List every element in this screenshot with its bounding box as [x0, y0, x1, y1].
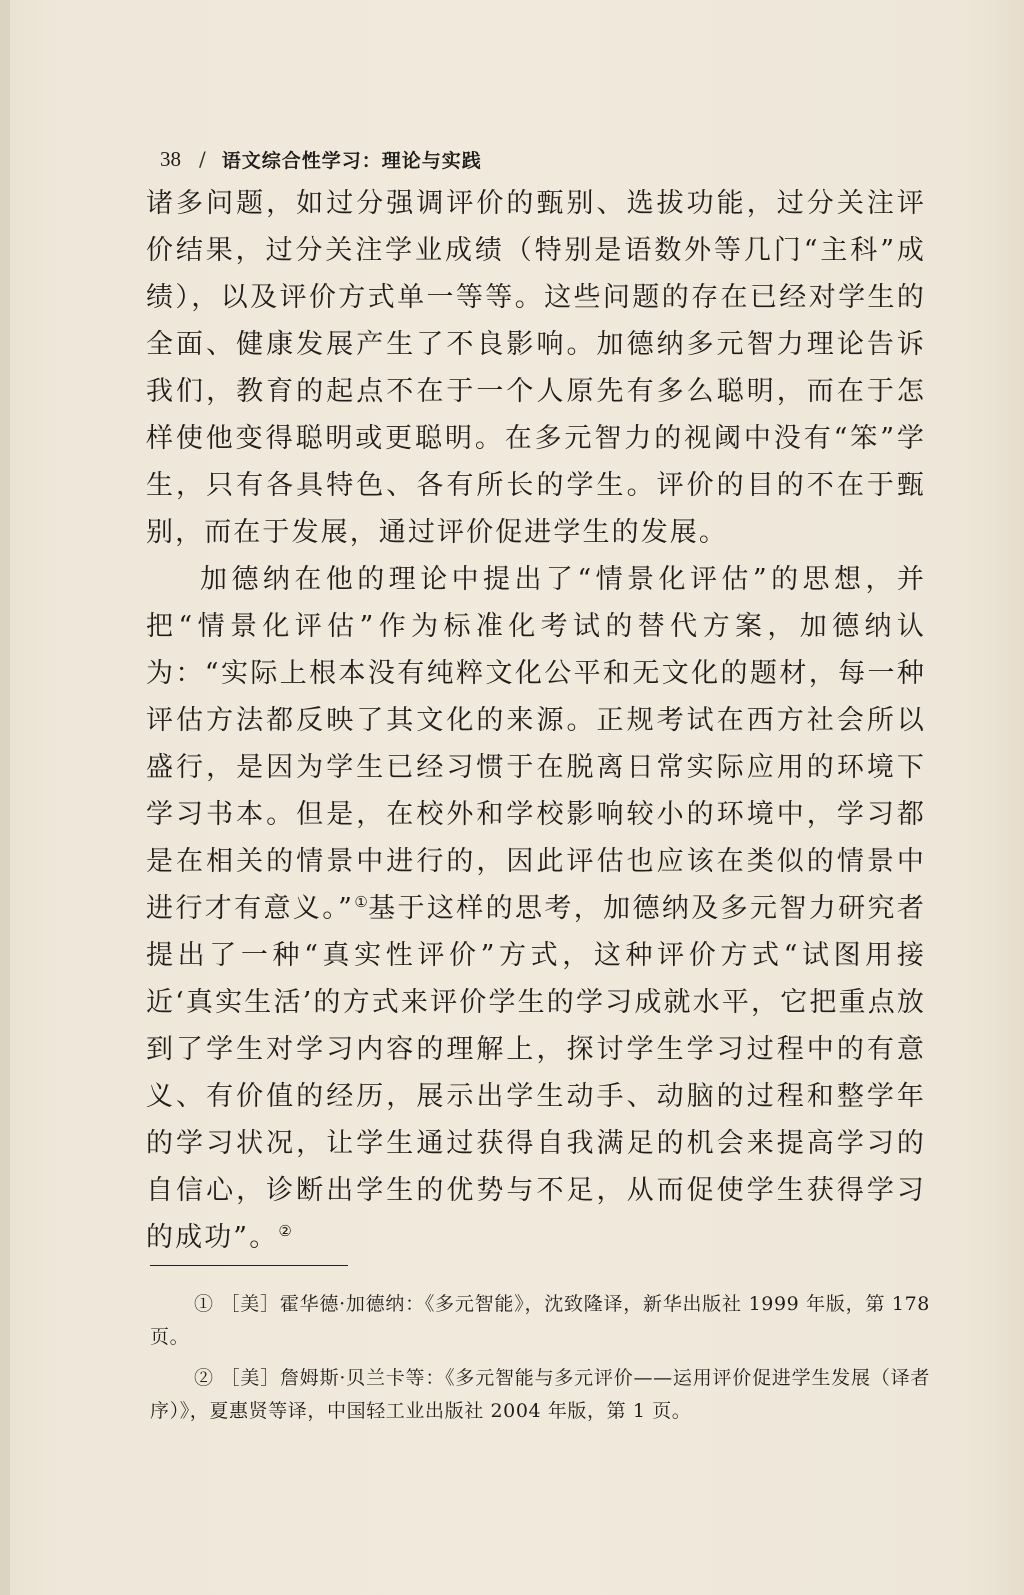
footnote-2: ② ［美］詹姆斯·贝兰卡等：《多元智能与多元评价——运用评价促进学生发展（译者序）》，夏惠贤等译，中国轻工业出版社 2004 年版，第 1 页。: [150, 1367, 930, 1422]
paragraph-2-part-2: 基于这样的思考，加德纳及多元智力研究者提出了一种“真实性评价”方式，这种评价方式“试图用接近‘真实生活’的方式来评价学生的学习成就水平，它把重点放到了学生对学习内容的理解上，探讨学生学习过程中的有意义、有价值的经历，展示出学生动手、动脑的过程和整学年的学习状况，让学生通过获得自我满足的机会来提高学习的自信心，诊断出学生的优势与不足，从而促使学生获得学习的成功”。: [146, 893, 926, 1253]
page-edge: [0, 0, 10, 1595]
footnotes: [150, 1288, 930, 1436]
book-title: 语文综合性学习：理论与实践: [221, 149, 482, 172]
footnote-divider: [150, 1265, 348, 1266]
paragraph-1: 诸多问题，如过分强调评价的甄别、选拔功能，过分关注评价结果，过分关注学业成绩（特别是语数外等几门“主科”成绩），以及评价方式单一等等。这些问题的存在已经对学生的全面、健康发展产生了不良影响。加德纳多元智力理论告诉我们，教育的起点不在于一个人原先有多么聪明，而在于怎样使他变得聪明或更聪明。在多元智力的视阈中没有“笨”学生，只有各具特色、各有所长的学生。评价的目的不在于甄别，而在于发展，通过评价促进学生的发展。: [146, 188, 926, 548]
footnote-ref-2[interactable]: ②: [278, 1222, 292, 1240]
footnote-1: ① ［美］霍华德·加德纳：《多元智能》，沈致隆译，新华出版社 1999 年版，第 178 页。: [150, 1293, 930, 1348]
paragraph-2-part-1: 加德纳在他的理论中提出了“情景化评估”的思想，并把“情景化评估”作为标准化考试的替代方案，加德纳认为：“实际上根本没有纯粹文化公平和无文化的题材，每一种评估方法都反映了其文化的来源。正规考试在西方社会所以盛行，是因为学生已经习惯于在脱离日常实际应用的环境下学习书本。但是，在校外和学校影响较小的环境中，学习都是在相关的情景中进行的，因此评估也应该在类似的情景中进行才有意义。”: [146, 564, 926, 924]
paragraph-2: [146, 556, 926, 1261]
header-separator: /: [199, 147, 206, 171]
main-text: [146, 180, 926, 1261]
page-number: 38: [160, 146, 181, 171]
footnote-ref-1[interactable]: ①: [354, 893, 369, 911]
running-header: [160, 142, 900, 176]
